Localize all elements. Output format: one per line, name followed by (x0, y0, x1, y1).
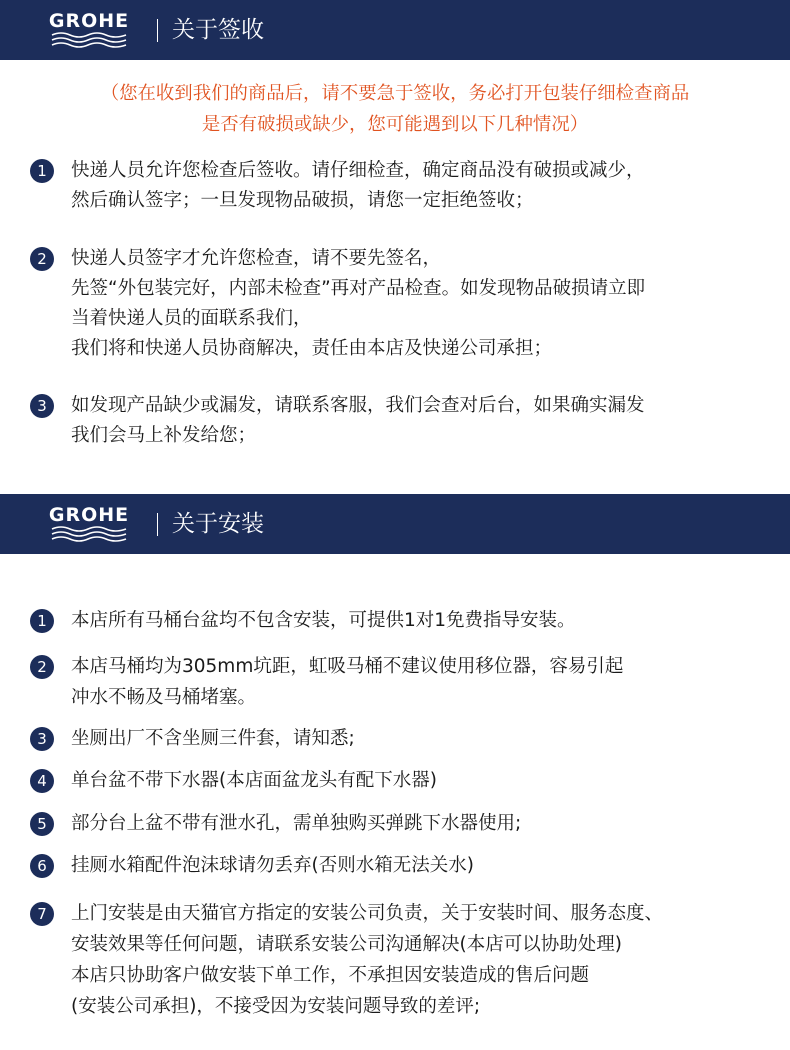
logo-text: GROHE (48, 10, 130, 32)
item-text-line: (安装公司承担)，不接受因为安装问题导致的差评; (71, 996, 481, 1017)
signing-notice (0, 78, 790, 140)
notice-line: （您在收到我们的商品后，请不要急于签收，务必打开包装仔细检查商品 (100, 83, 690, 104)
wave-icon (50, 525, 128, 543)
number-badge: 1 (30, 609, 54, 633)
section-title-signing: 关于签收 (172, 17, 264, 43)
item-text-line: 部分台上盆不带有泄水孔，需单独购买弹跳下水器使用; (71, 813, 522, 834)
item-text-line: 本店马桶均为305mm坑距，虹吸马桶不建议使用移位器，容易引起 (71, 656, 624, 677)
header-divider (157, 19, 158, 42)
notice-line: 是否有破损或缺少，您可能遇到以下几种情况） (201, 114, 589, 135)
section-header-signing (0, 0, 790, 60)
item-text-line: 快递人员签字才允许您检查，请不要先签名， (71, 248, 442, 269)
item-text-line: 本店所有马桶台盆均不包含安装，可提供1对1免费指导安装。 (71, 610, 576, 631)
wave-icon (50, 31, 128, 49)
number-badge: 6 (30, 854, 54, 878)
item-text-line: 快递人员允许您检查后签收。请仔细检查，确定商品没有破损或减少， (71, 160, 645, 181)
header-divider (157, 513, 158, 536)
item-text-line: 冲水不畅及马桶堵塞。 (71, 687, 257, 708)
grohe-logo (46, 504, 132, 544)
item-text-line: 我们会马上补发给您； (71, 425, 257, 446)
item-text-line: 单台盆不带下水器(本店面盆龙头有配下水器) (71, 770, 437, 791)
item-text-line: 当着快递人员的面联系我们， (71, 308, 312, 329)
number-badge: 5 (30, 812, 54, 836)
number-badge: 2 (30, 247, 54, 271)
item-text-line: 先签“外包装完好，内部未检查”再对产品检查。如发现物品破损请立即 (71, 278, 646, 299)
item-text-line: 上门安装是由天猫官方指定的安装公司负责，关于安装时间、服务态度、 (71, 903, 664, 924)
item-text-line: 然后确认签字；一旦发现物品破损，请您一定拒绝签收； (71, 190, 534, 211)
item-text-line: 挂厕水箱配件泡沫球请勿丢弃(否则水箱无法关水) (71, 855, 474, 876)
number-badge: 1 (30, 159, 54, 183)
number-badge: 3 (30, 727, 54, 751)
item-text-line: 安装效果等任何问题，请联系安装公司沟通解决(本店可以协助处理) (71, 934, 622, 955)
item-text-line: 如发现产品缺少或漏发，请联系客服，我们会查对后台，如果确实漏发 (71, 395, 645, 416)
section-header-installation (0, 494, 790, 554)
number-badge: 4 (30, 769, 54, 793)
grohe-logo (46, 10, 132, 50)
logo-text: GROHE (48, 504, 130, 526)
item-text-line: 坐厕出厂不含坐厕三件套，请知悉; (71, 728, 355, 749)
number-badge: 7 (30, 902, 54, 926)
item-text-line: 本店只协助客户做安装下单工作，不承担因安装造成的售后问题 (71, 965, 590, 986)
number-badge: 3 (30, 394, 54, 418)
section-title-installation: 关于安装 (172, 511, 264, 537)
number-badge: 2 (30, 655, 54, 679)
item-text-line: 我们将和快递人员协商解决，责任由本店及快递公司承担； (71, 338, 553, 359)
